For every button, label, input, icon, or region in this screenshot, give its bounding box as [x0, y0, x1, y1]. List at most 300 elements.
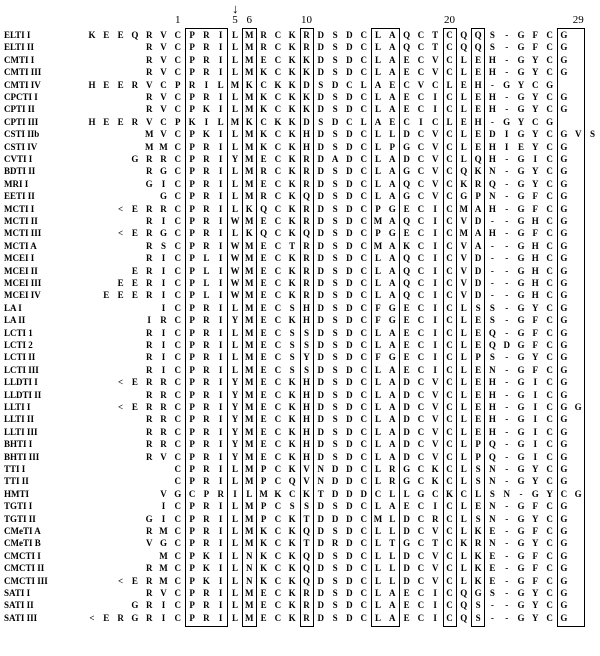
residue: D — [403, 414, 410, 425]
residue: H — [531, 278, 539, 288]
residue: - — [505, 439, 509, 450]
residue: L — [475, 488, 482, 499]
residue: L — [389, 513, 396, 524]
residue: Y — [231, 389, 239, 400]
residue: D — [346, 488, 353, 499]
residue: C — [360, 426, 367, 437]
residue: T — [317, 488, 324, 499]
residue: P — [375, 203, 381, 214]
sequence-name: LLTI II — [4, 414, 34, 425]
residue: R — [145, 526, 153, 536]
residue: C — [446, 290, 453, 301]
residue: C — [546, 538, 553, 549]
residue: G — [560, 253, 568, 264]
residue: L — [460, 104, 467, 115]
residue: C — [403, 79, 410, 90]
residue: V — [145, 538, 153, 549]
residue: L — [460, 439, 467, 450]
residue: A — [389, 414, 396, 425]
residue: K — [202, 550, 210, 561]
residue: A — [389, 92, 396, 102]
residue: Y — [231, 414, 239, 425]
residue: G — [560, 154, 568, 164]
residue: K — [288, 575, 296, 586]
residue: R — [303, 253, 310, 264]
residue: S — [489, 30, 495, 40]
residue: K — [202, 563, 210, 574]
residue: G — [560, 588, 568, 598]
residue: K — [202, 575, 210, 586]
residue: E — [260, 439, 267, 450]
residue: K — [274, 116, 282, 127]
residue: G — [517, 389, 525, 400]
residue: E — [475, 129, 482, 140]
position-number: 10 — [301, 14, 312, 26]
residue: C — [446, 439, 453, 450]
residue: I — [218, 414, 223, 425]
residue: I — [218, 228, 223, 239]
residue: E — [117, 278, 124, 288]
residue: G — [560, 414, 568, 425]
residue: - — [505, 501, 509, 512]
residue: M — [245, 513, 254, 524]
residue: C — [446, 550, 453, 561]
residue: C — [446, 464, 453, 474]
residue: D — [346, 550, 353, 561]
residue: P — [475, 451, 481, 462]
residue: - — [505, 600, 509, 611]
residue: L — [460, 67, 467, 78]
residue: H — [302, 302, 310, 313]
sequence-name: MCEI III — [4, 278, 42, 288]
residue: I — [433, 501, 437, 512]
residue: M — [245, 377, 254, 388]
residue: S — [332, 327, 338, 338]
residue: G — [131, 154, 139, 164]
residue: C — [360, 327, 367, 338]
residue: S — [303, 340, 309, 350]
residue: D — [317, 228, 325, 239]
residue: C — [446, 104, 453, 115]
residue: G — [517, 377, 525, 388]
residue: R — [203, 600, 210, 611]
residue: L — [460, 315, 467, 326]
residue: L — [374, 526, 381, 536]
residue: G — [517, 253, 525, 264]
residue: C — [274, 278, 282, 288]
residue: C — [446, 203, 453, 214]
residue: D — [317, 612, 325, 623]
residue: R — [203, 451, 210, 462]
residue: S — [475, 464, 481, 474]
residue: S — [332, 30, 338, 40]
residue: I — [433, 265, 437, 276]
residue: E — [403, 104, 410, 115]
residue: R — [160, 439, 167, 450]
residue: D — [403, 513, 410, 524]
residue: < — [118, 402, 124, 412]
residue: I — [218, 191, 223, 202]
residue: H — [302, 315, 310, 326]
residue: R — [203, 402, 210, 412]
residue: Q — [131, 30, 139, 40]
residue: L — [231, 538, 238, 549]
residue: E — [403, 67, 410, 78]
residue: R — [303, 278, 310, 288]
residue: S — [332, 302, 338, 313]
residue: G — [159, 166, 167, 177]
residue: H — [302, 414, 310, 425]
residue: E — [103, 79, 110, 90]
residue: K — [288, 54, 296, 65]
residue: K — [302, 488, 310, 499]
residue: L — [231, 364, 238, 375]
residue: S — [318, 116, 324, 127]
residue: V — [431, 526, 439, 536]
residue: G — [560, 327, 568, 338]
residue: I — [433, 588, 437, 598]
residue: L — [231, 141, 238, 152]
residue: C — [546, 54, 553, 65]
residue: L — [389, 563, 396, 574]
residue: R — [145, 414, 153, 425]
residue: D — [403, 402, 410, 412]
residue: R — [145, 588, 153, 598]
residue: C — [446, 141, 453, 152]
residue: C — [174, 30, 182, 40]
residue: L — [460, 340, 467, 350]
residue: K — [288, 178, 296, 189]
residue: L — [460, 352, 467, 363]
residue: L — [403, 488, 410, 499]
sequence-name: CSTI IV — [4, 141, 38, 152]
residue: P — [189, 228, 195, 239]
residue: R — [260, 42, 267, 53]
residue: C — [174, 377, 182, 388]
residue: M — [245, 352, 254, 363]
residue: T — [303, 538, 310, 549]
residue: G — [560, 166, 568, 177]
sequence-name: LLTI III — [4, 426, 38, 437]
residue: G — [560, 42, 568, 53]
residue: - — [505, 414, 509, 425]
residue: R — [203, 154, 210, 164]
residue: P — [189, 563, 195, 574]
residue: I — [218, 402, 223, 412]
residue: C — [417, 501, 425, 512]
residue: C — [188, 488, 196, 499]
residue: H — [488, 54, 496, 65]
residue: P — [203, 488, 210, 499]
residue: R — [203, 364, 210, 375]
residue: Y — [532, 513, 539, 524]
residue: C — [174, 513, 182, 524]
residue: S — [289, 340, 295, 350]
residue: E — [260, 402, 267, 412]
residue: - — [505, 278, 509, 288]
residue: E — [260, 154, 267, 164]
residue: S — [332, 612, 338, 623]
residue: V — [145, 116, 153, 127]
residue: I — [218, 526, 223, 536]
sequence-name: LLDTI I — [4, 377, 38, 388]
residue: R — [145, 352, 153, 363]
residue: D — [346, 129, 353, 140]
residue: - — [505, 30, 509, 40]
residue: C — [546, 154, 553, 164]
residue: M — [373, 240, 383, 251]
residue: E — [103, 116, 110, 127]
residue: C — [360, 315, 367, 326]
residue: P — [189, 265, 195, 276]
residue: S — [332, 42, 338, 53]
residue: G — [517, 464, 525, 474]
residue: H — [488, 104, 496, 115]
residue: V — [460, 278, 468, 288]
residue: C — [417, 364, 425, 375]
residue: S — [489, 42, 495, 53]
residue: Q — [288, 476, 296, 487]
sequence-name: SATI II — [4, 600, 34, 611]
residue: G — [517, 575, 525, 586]
residue: Q — [474, 30, 482, 40]
residue: E — [489, 563, 496, 574]
residue: E — [475, 414, 482, 425]
residue: < — [118, 575, 124, 586]
arrow-down-icon: ↓ — [232, 1, 239, 16]
residue: P — [189, 439, 195, 450]
residue: R — [203, 30, 210, 40]
residue: C — [360, 513, 367, 524]
residue: H — [488, 377, 496, 388]
residue: G — [517, 476, 525, 487]
residue: Q — [302, 550, 310, 561]
residue: S — [303, 364, 309, 375]
residue: L — [374, 30, 381, 40]
residue: K — [288, 104, 296, 115]
residue: C — [174, 451, 182, 462]
residue: C — [546, 389, 553, 400]
residue: R — [203, 141, 210, 152]
residue: E — [131, 265, 138, 276]
residue: V — [160, 30, 167, 40]
residue: C — [417, 612, 425, 623]
residue: C — [546, 129, 553, 140]
sequence-name: MCEI II — [4, 265, 38, 276]
residue: K — [288, 414, 296, 425]
residue: R — [203, 228, 210, 239]
residue: D — [317, 203, 325, 214]
residue: M — [245, 402, 254, 412]
residue: G — [388, 228, 396, 239]
residue: D — [403, 563, 410, 574]
residue: C — [174, 414, 182, 425]
residue: L — [360, 116, 367, 127]
residue: E — [260, 178, 267, 189]
residue: K — [245, 116, 253, 127]
residue: K — [288, 129, 296, 140]
residue: L — [374, 476, 381, 487]
residue: R — [117, 612, 124, 623]
residue: V — [431, 426, 439, 437]
residue: D — [331, 476, 339, 487]
residue: G — [560, 364, 568, 375]
residue: G — [574, 488, 582, 499]
residue: C — [274, 612, 282, 623]
residue: G — [517, 439, 525, 450]
residue: R — [131, 79, 139, 90]
residue: L — [389, 129, 396, 140]
residue: P — [189, 166, 195, 177]
residue: L — [460, 327, 467, 338]
residue: E — [475, 377, 482, 388]
residue: S — [332, 129, 338, 140]
residue: P — [189, 550, 195, 561]
residue: Q — [460, 42, 468, 53]
residue: C — [546, 439, 553, 450]
residue: D — [346, 439, 353, 450]
residue: V — [160, 92, 167, 102]
residue: L — [374, 426, 381, 437]
residue: P — [389, 141, 396, 152]
residue: G — [517, 104, 525, 115]
residue: D — [346, 216, 353, 226]
residue: P — [189, 377, 195, 388]
sequence-name: CMCTI II — [4, 563, 45, 574]
residue: E — [260, 352, 267, 363]
residue: G — [403, 166, 411, 177]
residue: R — [145, 290, 153, 301]
residue: V — [431, 377, 439, 388]
residue: L — [460, 513, 467, 524]
residue: C — [360, 191, 367, 202]
residue: D — [346, 290, 353, 301]
residue: S — [318, 79, 324, 90]
residue: I — [218, 92, 223, 102]
residue: C — [546, 377, 553, 388]
residue: D — [317, 30, 325, 40]
sequence-name: TTI II — [4, 476, 29, 487]
residue: C — [274, 191, 282, 202]
residue: C — [546, 178, 553, 189]
residue: W — [230, 278, 240, 288]
residue: L — [231, 191, 238, 202]
residue: P — [175, 116, 181, 127]
residue: L — [231, 513, 238, 524]
residue: K — [260, 550, 268, 561]
residue: F — [375, 302, 381, 313]
residue: R — [145, 575, 153, 586]
residue: I — [504, 129, 509, 140]
residue: P — [260, 476, 267, 487]
residue: C — [546, 526, 553, 536]
residue: K — [460, 178, 468, 189]
residue: R — [203, 588, 210, 598]
residue: H — [531, 265, 539, 276]
residue: R — [203, 377, 210, 388]
residue: H — [488, 154, 496, 164]
residue: - — [490, 290, 494, 301]
residue: V — [431, 166, 439, 177]
residue: M — [245, 129, 254, 140]
residue: G — [517, 290, 525, 301]
sequence-name: LCTI 1 — [4, 327, 33, 338]
residue: D — [346, 228, 353, 239]
residue: S — [332, 228, 338, 239]
residue: R — [145, 612, 153, 623]
residue: F — [532, 563, 539, 574]
residue: C — [174, 67, 182, 78]
residue: E — [403, 92, 410, 102]
residue: P — [189, 203, 195, 214]
residue: - — [505, 42, 509, 53]
sequence-name: ELTI I — [4, 30, 31, 40]
residue: M — [159, 526, 168, 536]
residue: S — [303, 327, 309, 338]
residue: C — [446, 575, 453, 586]
residue: C — [546, 30, 553, 40]
residue: P — [475, 439, 481, 450]
residue: C — [417, 315, 425, 326]
residue: S — [332, 389, 338, 400]
residue: C — [174, 352, 182, 363]
residue: D — [346, 327, 353, 338]
residue: Q — [302, 191, 310, 202]
residue: L — [460, 464, 467, 474]
residue: K — [260, 575, 268, 586]
residue: C — [417, 402, 425, 412]
residue: R — [203, 191, 210, 202]
residue: L — [460, 476, 467, 487]
residue: Y — [231, 315, 239, 326]
residue: S — [489, 302, 495, 313]
residue: H — [488, 414, 496, 425]
residue: - — [505, 575, 509, 586]
residue: V — [431, 154, 439, 164]
residue: T — [432, 30, 439, 40]
residue: C — [546, 315, 553, 326]
residue: R — [145, 265, 153, 276]
residue: C — [360, 265, 367, 276]
residue: I — [218, 439, 223, 450]
residue: G — [517, 178, 525, 189]
residue: D — [317, 154, 325, 164]
residue: C — [417, 538, 425, 549]
residue: M — [159, 141, 168, 152]
residue: C — [174, 302, 182, 313]
residue: H — [488, 67, 496, 78]
residue: < — [118, 228, 124, 239]
residue: - — [505, 240, 509, 251]
residue: L — [374, 538, 381, 549]
residue: C — [446, 364, 453, 375]
sequence-name: CSTI IIb — [4, 129, 40, 140]
residue: L — [231, 501, 238, 512]
residue: C — [546, 501, 553, 512]
residue: M — [245, 265, 254, 276]
residue: I — [161, 290, 166, 301]
residue: K — [302, 54, 310, 65]
residue: - — [505, 191, 509, 202]
residue: M — [245, 302, 254, 313]
residue: C — [274, 526, 282, 536]
residue: E — [475, 141, 482, 152]
residue: A — [389, 290, 396, 301]
residue: C — [417, 129, 425, 140]
residue: K — [288, 30, 296, 40]
residue: H — [474, 79, 482, 90]
residue: D — [317, 315, 325, 326]
